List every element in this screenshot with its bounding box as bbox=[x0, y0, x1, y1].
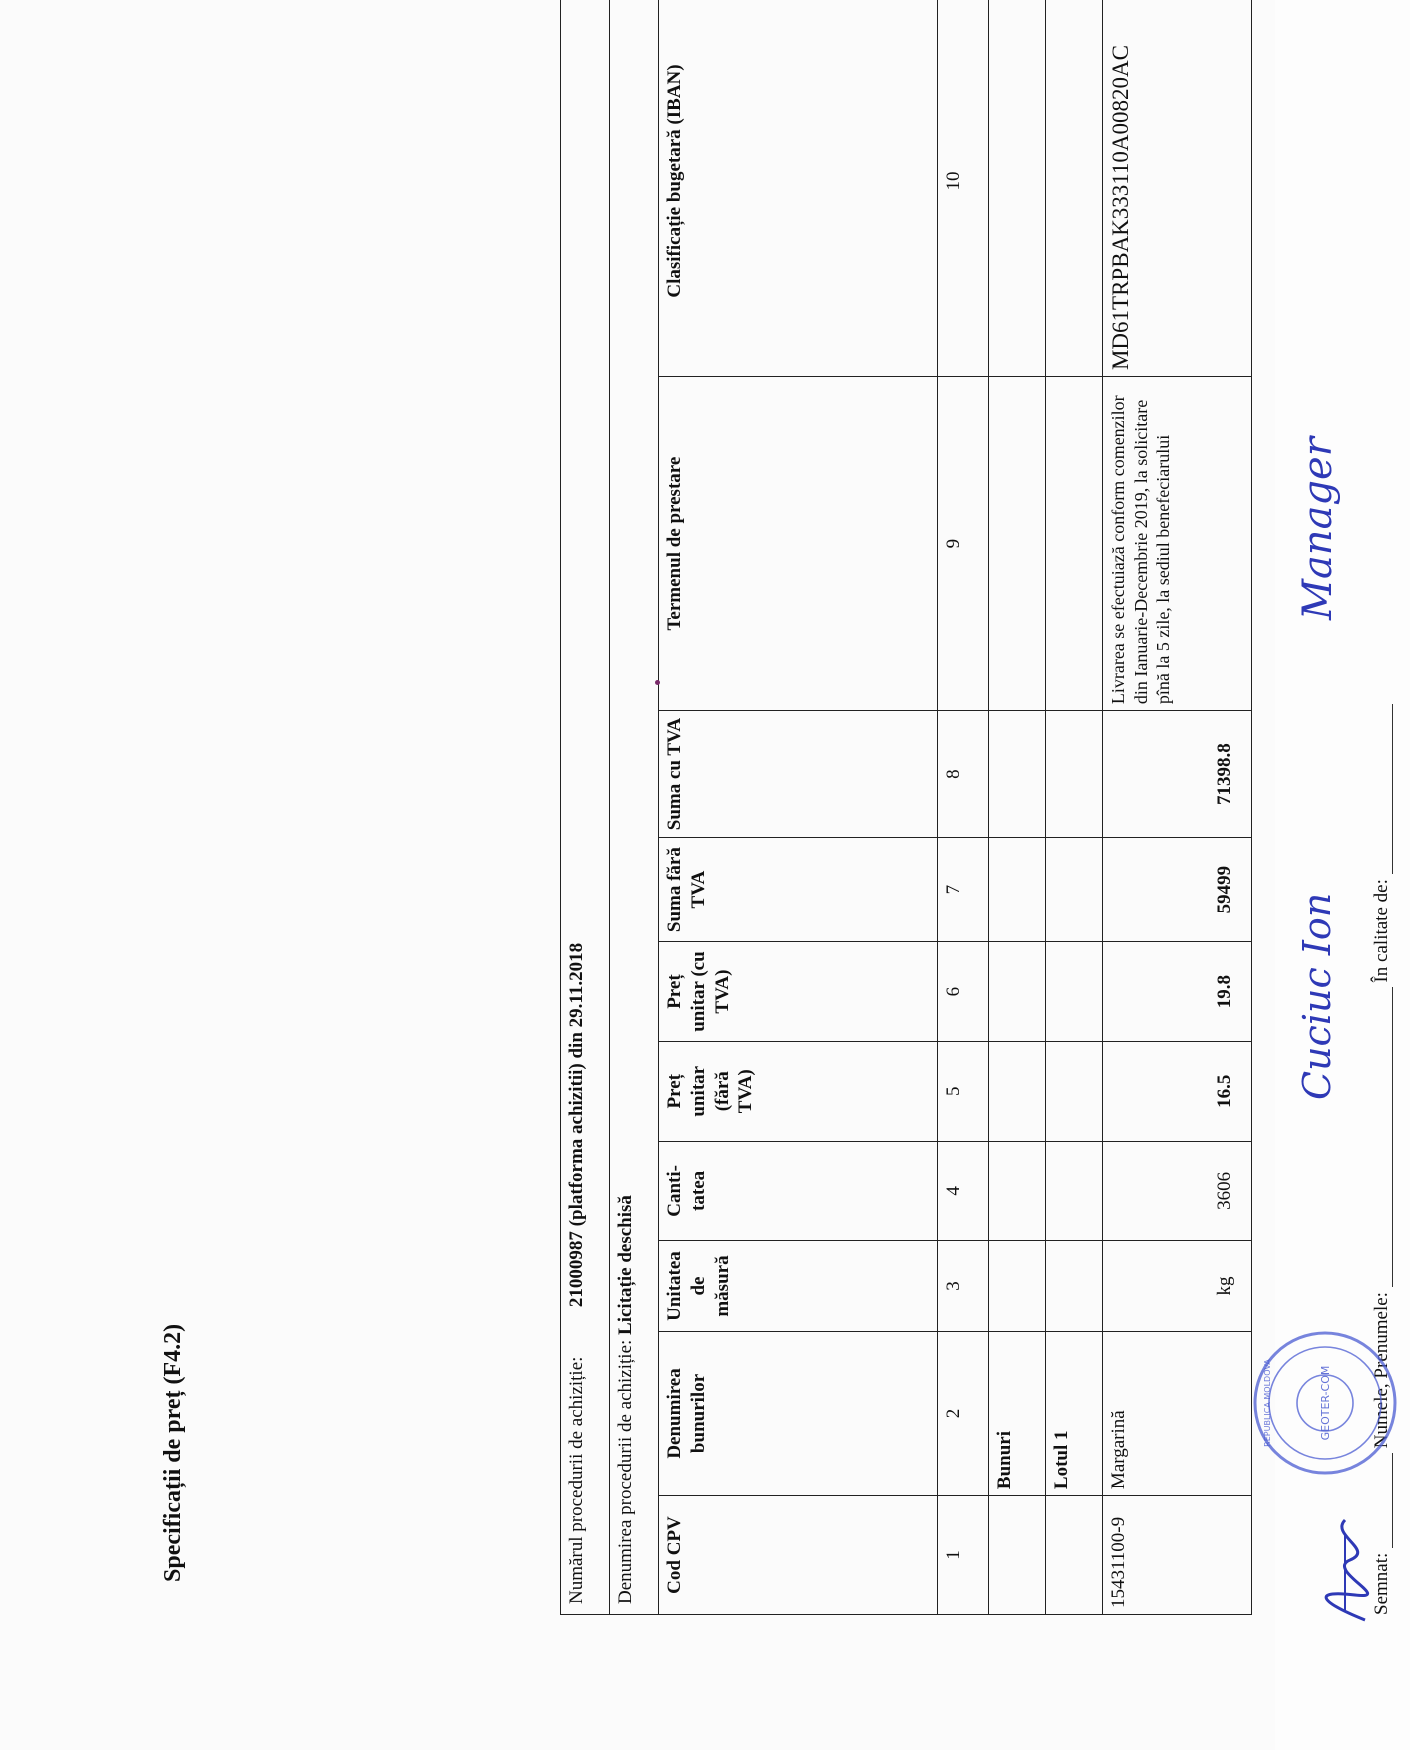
lot-empty-cell bbox=[1046, 711, 1103, 838]
procedure-name-value: Licitație deschisă bbox=[615, 1195, 636, 1335]
lot-empty-cell bbox=[1046, 1496, 1103, 1615]
header-suma-fara-tva: Suma fără TVA bbox=[659, 838, 938, 942]
svg-text:REPUBLICA MOLDOVA: REPUBLICA MOLDOVA bbox=[1263, 1359, 1272, 1447]
calitate-underline bbox=[1350, 704, 1393, 874]
group-empty-cell bbox=[989, 1496, 1046, 1615]
procedure-name-row bbox=[610, 0, 659, 1615]
column-number: 8 bbox=[938, 711, 989, 838]
lot-empty-cell bbox=[1046, 1041, 1103, 1141]
handwritten-signature bbox=[1305, 1510, 1385, 1630]
cell-pret-cu-tva: 19.8 bbox=[1103, 942, 1252, 1042]
header-clasificatie: Clasificație bugetară (IBAN) bbox=[659, 0, 938, 377]
column-number: 1 bbox=[938, 1496, 989, 1615]
group-empty-cell bbox=[989, 942, 1046, 1042]
group-empty-cell bbox=[989, 1241, 1046, 1332]
group-label: Bunuri bbox=[989, 1331, 1046, 1495]
nume-underline bbox=[1350, 987, 1393, 1287]
cell-cantitatea: 3606 bbox=[1103, 1141, 1252, 1241]
lot-empty-cell bbox=[1046, 1141, 1103, 1241]
column-number: 5 bbox=[938, 1041, 989, 1141]
header-cod-cpv: Cod CPV bbox=[659, 1496, 938, 1615]
lot-empty-cell bbox=[1046, 838, 1103, 942]
procedure-name-label: Denumirea procedurii de achiziție: bbox=[615, 1339, 636, 1604]
column-number: 10 bbox=[938, 0, 989, 377]
nume-label: Numele, Prenumele: bbox=[1371, 1292, 1392, 1449]
cell-clasificatie: MD61TRPBAK333110A00820AC bbox=[1103, 0, 1252, 377]
document-title: Specificații de preț (F4.2) bbox=[160, 1323, 186, 1582]
lot-empty-cell bbox=[1046, 1241, 1103, 1332]
procedure-number-value: 21000987 (platforma achizitii) din 29.11.2018 bbox=[566, 942, 587, 1308]
cell-suma-fara-tva: 59499 bbox=[1103, 838, 1252, 942]
header-cantitatea: Canti-tatea bbox=[659, 1141, 938, 1241]
handwritten-name: Cuciuc Ion bbox=[1295, 892, 1339, 1100]
cell-pret-fara-tva: 16.5 bbox=[1103, 1041, 1252, 1141]
handwritten-role: Manager bbox=[1295, 437, 1341, 620]
header-pret-fara-tva: Preț unitar (fără TVA) bbox=[659, 1041, 938, 1141]
group-empty-cell bbox=[989, 1141, 1046, 1241]
cell-cod-cpv: 15431100-9 bbox=[1103, 1496, 1252, 1615]
column-number: 9 bbox=[938, 377, 989, 711]
cell-denumirea: Margarină bbox=[1103, 1331, 1252, 1495]
procedure-number-label: Numărul procedurii de achiziție: bbox=[566, 1356, 587, 1604]
company-stamp bbox=[1250, 1328, 1400, 1478]
ink-speck bbox=[655, 680, 660, 685]
group-empty-cell bbox=[989, 377, 1046, 711]
table-row bbox=[1103, 0, 1252, 1615]
header-denumirea: Denumirea bunurilor bbox=[659, 1331, 938, 1495]
header-pret-cu-tva: Preț unitar (cu TVA) bbox=[659, 942, 938, 1042]
cell-termenul: Livrarea se efectuiază conform comenzilor din Ianuarie-Decembrie 2019, la solicitare pînă la 5 zile, la sediul benefeciarului bbox=[1103, 377, 1252, 711]
group-empty-cell bbox=[989, 0, 1046, 377]
column-number: 2 bbox=[938, 1331, 989, 1495]
column-number: 7 bbox=[938, 838, 989, 942]
group-empty-cell bbox=[989, 838, 1046, 942]
column-number: 3 bbox=[938, 1241, 989, 1332]
lot-empty-cell bbox=[1046, 377, 1103, 711]
group-empty-cell bbox=[989, 1041, 1046, 1141]
column-number: 4 bbox=[938, 1141, 989, 1241]
group-empty-cell bbox=[989, 711, 1046, 838]
cell-unitatea: kg bbox=[1103, 1241, 1252, 1332]
lot-empty-cell bbox=[1046, 0, 1103, 377]
semnat-label: Semnat: bbox=[1371, 1552, 1392, 1615]
column-number: 6 bbox=[938, 942, 989, 1042]
cell-suma-cu-tva: 71398.8 bbox=[1103, 711, 1252, 838]
header-suma-cu-tva: Suma cu TVA bbox=[659, 711, 938, 838]
price-specification-table bbox=[560, 0, 1252, 1615]
procedure-number-row bbox=[561, 0, 610, 1615]
lot-empty-cell bbox=[1046, 942, 1103, 1042]
calitate-label: În calitate de: bbox=[1371, 879, 1392, 983]
svg-text:GEOTER-COM: GEOTER-COM bbox=[1319, 1365, 1332, 1441]
header-unitatea: Unitatea de măsură bbox=[659, 1241, 938, 1332]
lot-label: Lotul 1 bbox=[1046, 1331, 1103, 1495]
header-termenul: Termenul de prestare bbox=[659, 377, 938, 711]
